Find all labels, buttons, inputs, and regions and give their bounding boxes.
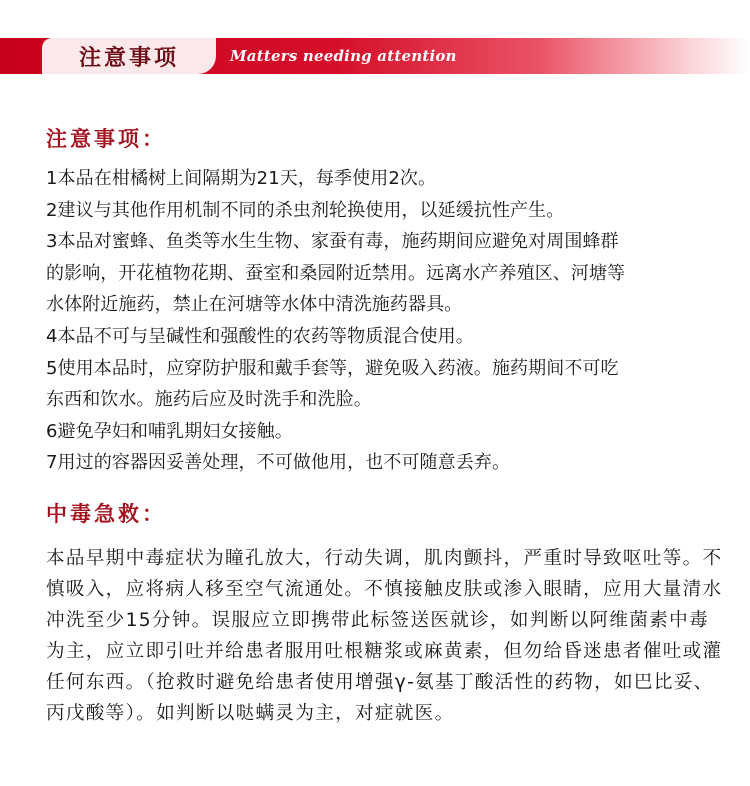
precaution-line: 3本品对蜜蜂、鱼类等水生生物、家蚕有毒，施药期间应避免对周围蜂群 [46,231,619,253]
header-tab [42,38,216,74]
precautions-title: 注意事项： [46,127,166,151]
header-subtitle: Matters needing attention [230,47,457,65]
precaution-line: 东西和饮水。施药后应及时洗手和洗脸。 [46,389,372,411]
precaution-line: 水体附近施药，禁止在河塘等水体中清洗施药器具。 [46,294,463,316]
precaution-line: 7用过的容器因妥善处理，不可做他用，也不可随意丢弃。 [46,452,511,474]
first-aid-title: 中毒急救： [46,502,166,526]
precaution-line: 6避免孕妇和哺乳期妇女接触。 [46,420,293,442]
first-aid-text: 本品早期中毒症状为瞳孔放大，行动失调，肌肉颤抖，严重时导致呕吐等。不慎吸入，应将病人移至空气流通处。不慎接触皮肤或渗入眼睛，应用大量清水冲洗至少15分钟。误服应立即携带此标签送医就诊，如判断以阿维菌素中毒为主，应立即引吐并给患者服用吐根糖浆或麻黄素，但勿给昏迷患者催吐或灌任何东西。（抢救时避免给患者使用增强γ-氨基丁酸活性的药物，如巴比妥、丙戊酸等）。如判断以哒螨灵为主，对症就医。 [46,548,723,724]
header-tab-title: 注意事项 [78,45,179,71]
precaution-line: 的影响，开花植物花期、蚕室和桑园附近禁用。远离水产养殖区、河塘等 [46,262,626,284]
header-banner [0,38,750,74]
precaution-line: 1本品在柑橘树上间隔期为21天，每季使用2次。 [46,168,437,189]
precaution-line: 4本品不可与呈碱性和强酸性的农药等物质混合使用。 [46,325,474,347]
precaution-line: 2建议与其他作用机制不同的杀虫剂轮换使用，以延缓抗性产生。 [46,199,565,221]
precaution-line: 5使用本品时，应穿防护服和戴手套等，避免吸入药液。施药期间不可吃 [46,357,619,379]
precautions-list [46,163,716,479]
